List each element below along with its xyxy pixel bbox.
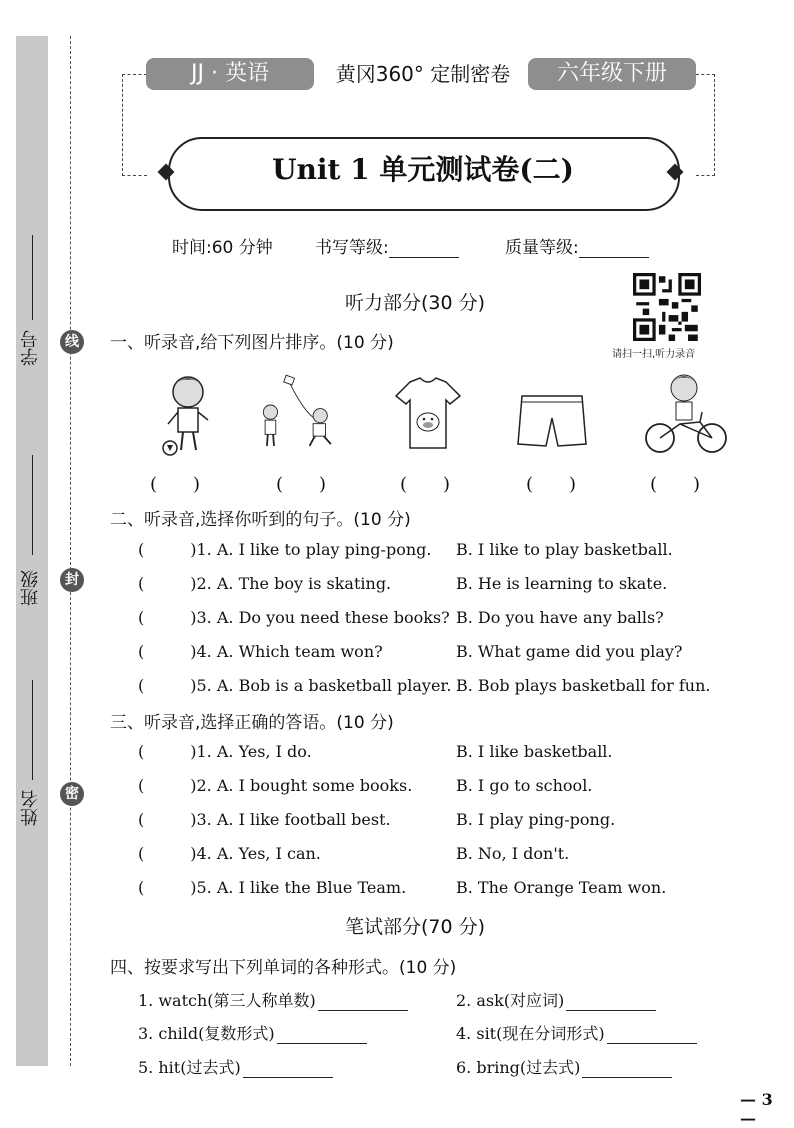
time-info: 时间:60 分钟 [172, 238, 273, 258]
s4-answer-blank[interactable] [277, 1043, 367, 1044]
writing-grade-blank[interactable] [389, 257, 459, 258]
s3-item-4: ( )4. A. Yes, I can. [138, 844, 321, 863]
s3-item-1: ( )1. A. Yes, I do. [138, 742, 312, 761]
s2-item-3: ( )3. A. Do you need these books? [138, 608, 450, 627]
s3-item-2: ( )2. A. I bought some books. [138, 776, 413, 795]
writing-grade [315, 233, 459, 258]
section2-heading: 二、听录音,选择你听到的句子。(10 分) [110, 510, 411, 530]
seal-feng: 封 [60, 568, 84, 592]
s4-item-2 [456, 988, 656, 1011]
picture-answer-5[interactable]: ( ) [650, 474, 701, 495]
boy-riding-bike-image [640, 368, 732, 458]
name-label: 姓名 [20, 790, 41, 826]
s4-answer-blank[interactable] [243, 1077, 333, 1078]
s4-item-label: 3. child(复数形式) [138, 1024, 275, 1043]
s4-item-label: 1. watch(第三人称单数) [138, 991, 316, 1010]
section4-heading: 四、按要求写出下列单词的各种形式。(10 分) [110, 958, 457, 978]
header-dash-right [696, 74, 715, 176]
s3-option-b-1: B. I like basketball. [456, 742, 613, 761]
s4-answer-blank[interactable] [582, 1077, 672, 1078]
s3-item-5: ( )5. A. I like the Blue Team. [138, 878, 407, 897]
s2-option-b-4: B. What game did you play? [456, 642, 683, 661]
s3-option-b-2: B. I go to school. [456, 776, 593, 795]
section1-heading: 一、听录音,给下列图片排序。(10 分) [110, 333, 394, 353]
seal-mi: 密 [60, 782, 84, 806]
s3-option-b-3: B. I play ping-pong. [456, 810, 616, 829]
s2-item-2: ( )2. A. The boy is skating. [138, 574, 392, 593]
quality-grade-label: 质量等级: [505, 238, 579, 258]
s4-item-label: 6. bring(过去式) [456, 1058, 581, 1077]
quality-grade-blank[interactable] [579, 257, 649, 258]
class-line [32, 455, 33, 555]
quality-grade [505, 233, 649, 258]
s2-item-4: ( )4. A. Which team won? [138, 642, 383, 661]
s4-item-label: 2. ask(对应词) [456, 991, 565, 1010]
s3-option-a: )5. A. I like the Blue Team. [190, 878, 407, 897]
written-title: 笔试部分(70 分) [344, 916, 486, 938]
s4-item-5 [138, 1055, 333, 1078]
picture-answer-2[interactable]: ( ) [276, 474, 327, 495]
s4-item-label: 4. sit(现在分词形式) [456, 1024, 605, 1043]
qr-code-icon[interactable] [633, 273, 701, 341]
s2-option-a: )4. A. Which team won? [190, 642, 383, 661]
t-shirt-image [388, 368, 468, 458]
s3-option-a: )2. A. I bought some books. [190, 776, 413, 795]
s4-answer-blank[interactable] [566, 1010, 656, 1011]
series-title: 黄冈360° 定制密卷 [335, 62, 511, 86]
s3-option-a: )1. A. Yes, I do. [190, 742, 312, 761]
grade-badge: 六年级下册 [528, 58, 696, 90]
header-dash-left [122, 74, 147, 176]
s4-item-label: 5. hit(过去式) [138, 1058, 241, 1077]
page-title: Unit 1 单元测试卷(二) [272, 153, 574, 186]
seal-xian: 线 [60, 330, 84, 354]
boy-with-football-image [148, 368, 228, 458]
qr-caption: 请扫一扫,听力录音 [612, 349, 696, 360]
section3-heading: 三、听录音,选择正确的答语。(10 分) [110, 713, 394, 733]
kids-flying-kite-image [258, 368, 338, 458]
s2-item-1: ( )1. A. I like to play ping-pong. [138, 540, 432, 559]
subject-badge: JJ · 英语 [146, 58, 314, 90]
s2-option-a: )3. A. Do you need these books? [190, 608, 450, 627]
s2-option-b-3: B. Do you have any balls? [456, 608, 664, 627]
s4-answer-blank[interactable] [318, 1010, 408, 1011]
s4-item-1 [138, 988, 408, 1011]
s2-option-a: )2. A. The boy is skating. [190, 574, 392, 593]
s4-answer-blank[interactable] [607, 1043, 697, 1044]
listening-title: 听力部分(30 分) [344, 292, 486, 314]
s3-option-a: )3. A. I like football best. [190, 810, 391, 829]
student-id-label: 学号 [20, 330, 41, 366]
s2-option-a: )1. A. I like to play ping-pong. [190, 540, 432, 559]
s3-option-b-5: B. The Orange Team won. [456, 878, 667, 897]
name-line [32, 680, 33, 780]
page-number: — 3 — [740, 1090, 773, 1128]
s2-item-5: ( )5. A. Bob is a basketball player. [138, 676, 452, 695]
s2-option-b-5: B. Bob plays basketball for fun. [456, 676, 711, 695]
s2-option-b-2: B. He is learning to skate. [456, 574, 668, 593]
writing-grade-label: 书写等级: [315, 238, 389, 258]
s3-item-3: ( )3. A. I like football best. [138, 810, 391, 829]
student-id-line [32, 235, 33, 320]
s3-option-a: )4. A. Yes, I can. [190, 844, 321, 863]
s4-item-4 [456, 1021, 697, 1044]
s3-option-b-4: B. No, I don't. [456, 844, 570, 863]
picture-answer-1[interactable]: ( ) [150, 474, 201, 495]
s4-item-3 [138, 1021, 367, 1044]
class-label: 班级 [20, 570, 41, 606]
picture-answer-3[interactable]: ( ) [400, 474, 451, 495]
binding-dash-line [70, 36, 71, 1066]
s4-item-6 [456, 1055, 672, 1078]
shorts-image [512, 368, 592, 458]
s2-option-b-1: B. I like to play basketball. [456, 540, 673, 559]
s2-option-a: )5. A. Bob is a basketball player. [190, 676, 452, 695]
picture-answer-4[interactable]: ( ) [526, 474, 577, 495]
